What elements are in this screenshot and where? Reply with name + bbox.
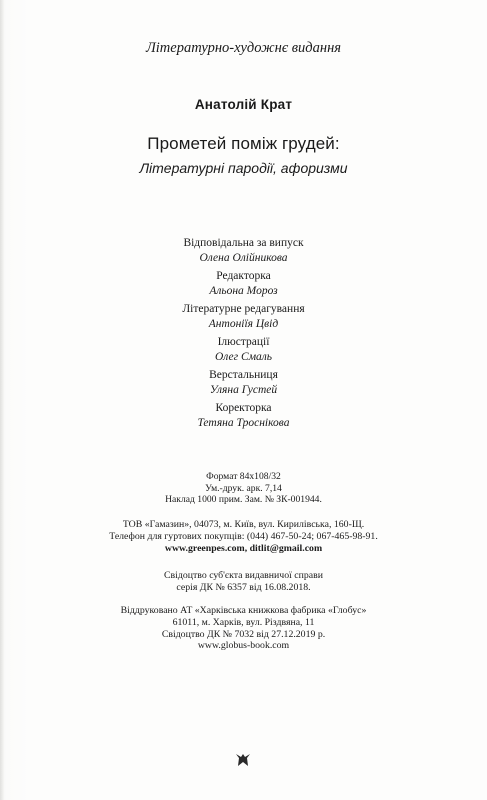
printer-web: www.globus-book.com [197, 640, 290, 652]
sheets-line: Ум.-друк. арк. 7,14 [205, 482, 282, 494]
credit-role: Літературне редагування [182, 303, 305, 315]
edition-type: Літературно-художнє видання [145, 40, 342, 56]
credit-role: Коректорка [215, 402, 272, 414]
printer-address: 61011, м. Харків, вул. Різдвяна, 11 [172, 616, 315, 628]
credit-role: Верстальниця [209, 369, 278, 381]
certificate-line: серія ДК № 6357 від 16.08.2018. [176, 581, 311, 593]
publisher-info [0, 519, 487, 554]
book-title: Прометей поміж грудей: [147, 134, 340, 153]
printer-name: Віддруковано АТ «Харківська книжкова фабрика «Глобус» [120, 605, 367, 616]
credit-name: Альона Мороз [209, 284, 278, 297]
credit-name: Тетяна Тросніковa [197, 416, 290, 429]
print-run-line: Наклад 1000 прим. Зам. № ЗК-001944. [165, 494, 322, 505]
credit-name: Олег Смаль [214, 350, 273, 363]
credit-proofreader [0, 401, 487, 430]
credit-name: Олена Олійникова [199, 251, 288, 264]
publisher-certificate [0, 570, 487, 594]
credit-role: Відповідальна за випуск [183, 237, 304, 249]
author-name: Анатолій Крат [194, 97, 293, 112]
publisher-phone: Телефон для гуртових покупців: (044) 467-50-24; 067-465-98-91. [109, 530, 378, 542]
credit-role: Редакторка [216, 270, 271, 282]
globus-logo-icon [235, 753, 251, 767]
credit-illustrations [0, 335, 487, 364]
technical-info [0, 471, 487, 506]
credit-name: Антоніїя Цвід [208, 317, 279, 330]
printer-info [0, 605, 487, 652]
format-line: Формат 84х108/32 [206, 471, 281, 482]
credit-layout [0, 368, 487, 397]
credit-editor [0, 269, 487, 298]
printer-certificate: Свідоцтво ДК № 7032 від 27.12.2019 р. [161, 628, 326, 640]
certificate-line: Свідоцтво суб'єкта видавничої справи [164, 570, 323, 581]
publisher-web: www.greenpes.com, ditlit@gmail.com [164, 542, 323, 554]
publisher-address: ТОВ «Гамазин», 04073, м. Київ, вул. Кирилівська, 160-Щ. [122, 519, 365, 530]
credit-name: Уляна Густей [209, 383, 278, 396]
book-subtitle: Літературні пародії, афоризми [139, 160, 348, 176]
credit-responsible [0, 236, 487, 265]
credit-role: Ілюстрації [217, 336, 270, 348]
credits-list [0, 236, 487, 434]
credit-literary-editing [0, 302, 487, 331]
